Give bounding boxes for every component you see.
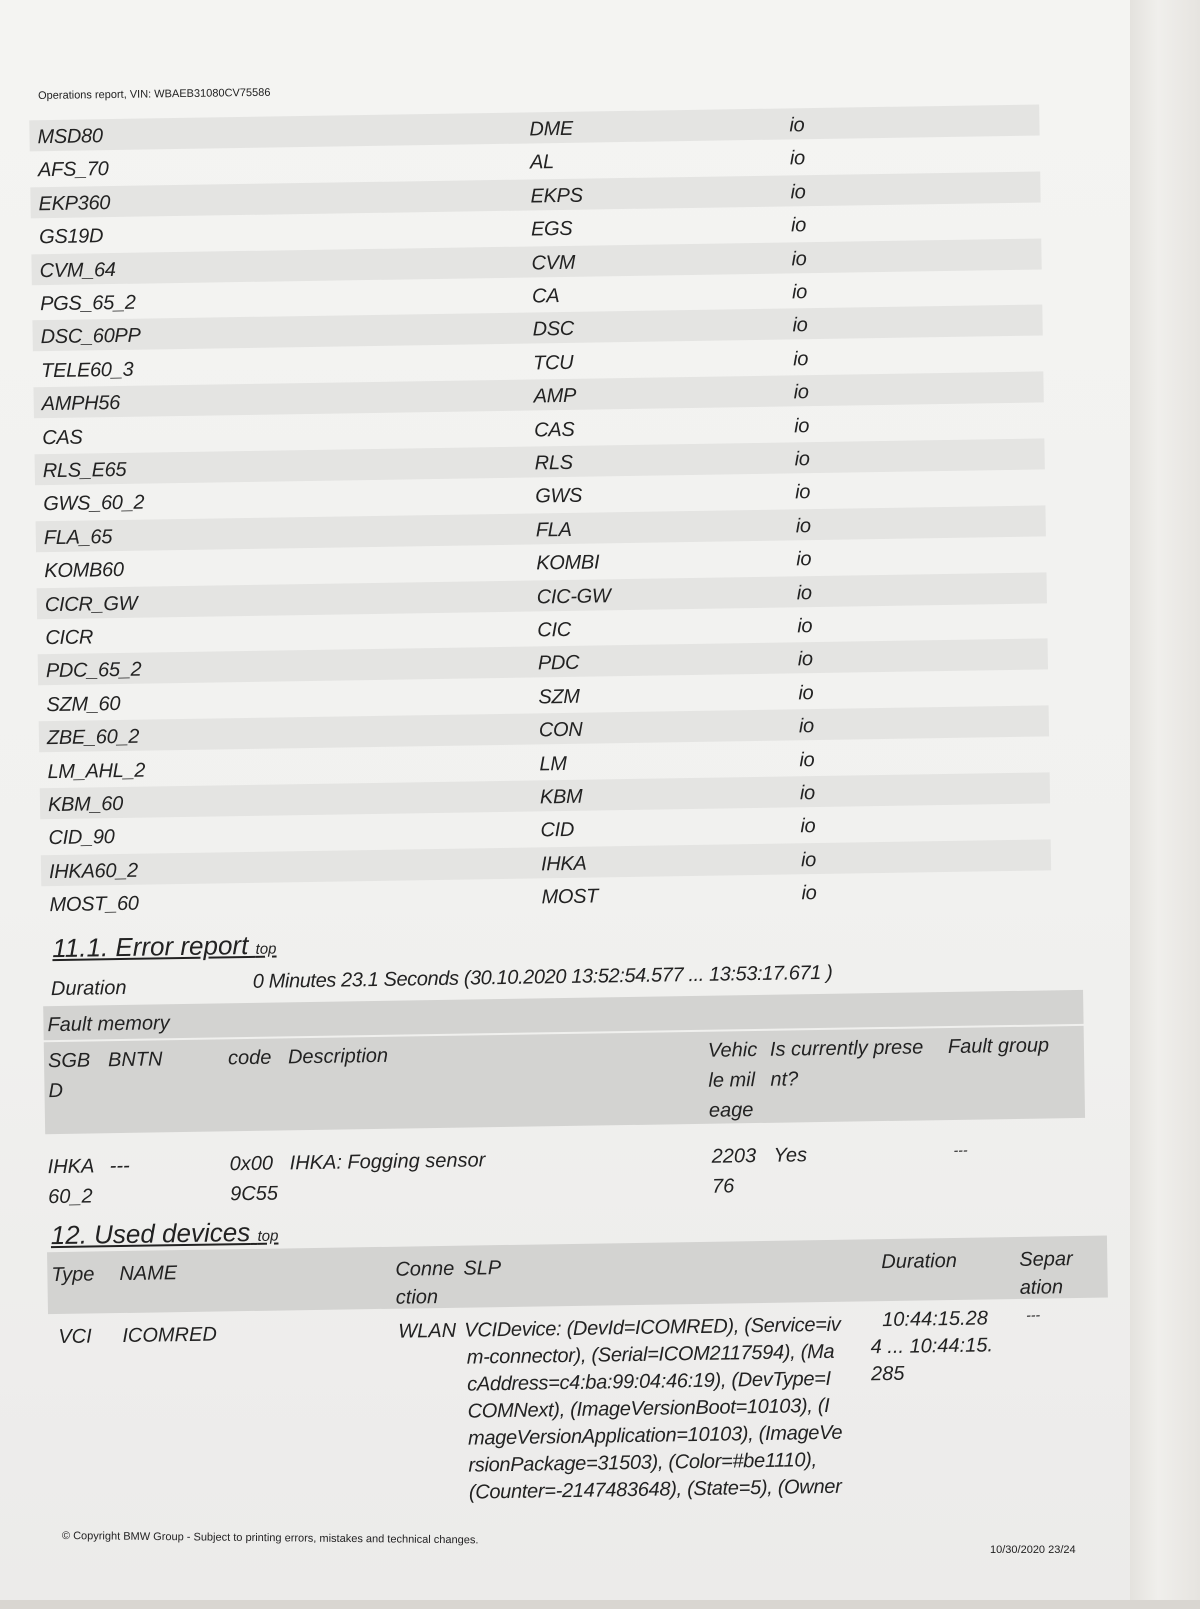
- module-group: AL: [529, 151, 555, 174]
- col-sgbd: SGB: [47, 1049, 91, 1073]
- module-name: SZM_60: [46, 692, 121, 716]
- module-group: TCU: [532, 351, 574, 375]
- module-name: EKP360: [38, 191, 111, 215]
- paper-edge: [1130, 0, 1200, 1600]
- device-separation: ---: [1026, 1306, 1041, 1323]
- duration-line: 4 ... 10:44:15.: [870, 1334, 994, 1359]
- fault-header-bar: [44, 1026, 1085, 1134]
- module-status: io: [790, 214, 807, 237]
- fault-memory-label: Fault memory: [47, 1012, 170, 1037]
- module-name: MSD80: [37, 125, 103, 149]
- slp-line: COMNext), (ImageVersionBoot=10103), (I: [467, 1394, 830, 1423]
- module-group: LM: [539, 752, 567, 775]
- module-name: KOMB60: [44, 559, 124, 583]
- top-link-2[interactable]: top: [257, 1227, 279, 1245]
- module-group: DSC: [532, 318, 575, 341]
- col-vehicle-mileage-3: eage: [708, 1099, 754, 1122]
- module-status: io: [799, 782, 816, 805]
- col-sgbd-2: D: [48, 1079, 64, 1103]
- module-group: CA: [531, 285, 560, 308]
- module-status: io: [789, 114, 805, 137]
- fault-mileage-2: 76: [711, 1175, 735, 1198]
- col-name: NAME: [119, 1262, 178, 1286]
- slp-line: VCIDevice: (DevId=ICOMRED), (Service=iv: [464, 1313, 841, 1342]
- module-name: TELE60_3: [41, 358, 134, 382]
- duration-value: 0 Minutes 23.1 Seconds (30.10.2020 13:52:54.577 ... 13:53:17.671 ): [252, 961, 833, 993]
- duration-label: Duration: [50, 976, 127, 1001]
- module-group: CID: [540, 819, 575, 842]
- col-present: Is currently prese: [769, 1036, 924, 1061]
- slp-line: rsionPackage=31503), (Color=#be1110),: [468, 1449, 817, 1477]
- col-code: code: [227, 1046, 272, 1070]
- module-status: io: [795, 481, 811, 504]
- col-type: Type: [51, 1263, 95, 1287]
- module-group: CON: [538, 718, 583, 742]
- module-group: KBM: [539, 785, 583, 809]
- module-group: PDC: [537, 652, 580, 675]
- fault-bntn: ---: [109, 1154, 130, 1178]
- fault-mileage: 2203: [711, 1145, 757, 1168]
- module-status: io: [800, 848, 817, 872]
- fault-description: IHKA: Fogging sensor: [289, 1149, 486, 1175]
- slp-line: m-connector), (Serial=ICOM2117594), (Ma: [466, 1340, 835, 1369]
- fault-group: ---: [953, 1141, 968, 1158]
- module-name: CICR: [45, 626, 94, 650]
- module-group: GWS: [535, 485, 583, 508]
- module-status: io: [796, 581, 812, 604]
- module-status: io: [798, 715, 815, 738]
- col-fault-group: Fault group: [947, 1034, 1050, 1059]
- module-name: KBM_60: [47, 792, 124, 817]
- module-status: io: [800, 815, 816, 838]
- slp-line: mageVersionApplication=10103), (ImageVe: [467, 1421, 843, 1450]
- module-status: io: [792, 347, 809, 371]
- module-group: IHKA: [540, 852, 587, 876]
- module-group: CIC: [537, 618, 572, 642]
- module-status: io: [797, 615, 813, 638]
- module-status: io: [792, 314, 808, 337]
- top-link[interactable]: top: [255, 940, 277, 958]
- device-connection: WLAN: [398, 1319, 457, 1343]
- module-name: FLA_65: [43, 525, 113, 549]
- col-bntn: BNTN: [107, 1048, 163, 1072]
- module-status: io: [791, 247, 807, 270]
- module-group: CVM: [531, 251, 576, 275]
- module-name: AFS_70: [37, 158, 109, 182]
- module-name: CVM_64: [39, 258, 116, 282]
- module-status: io: [798, 681, 814, 705]
- device-type: VCI: [58, 1325, 92, 1349]
- module-name: PDC_65_2: [45, 659, 142, 683]
- col-connection-2: ction: [395, 1286, 439, 1309]
- col-separation-2: ation: [1019, 1276, 1064, 1299]
- module-status: io: [791, 281, 808, 304]
- module-name: CID_90: [48, 826, 115, 850]
- col-duration: Duration: [881, 1249, 958, 1274]
- module-group: KOMBI: [536, 551, 600, 575]
- module-status: io: [795, 514, 811, 538]
- module-group: EGS: [530, 218, 573, 241]
- col-separation: Separ: [1019, 1248, 1073, 1271]
- error-report-heading: 11.1. Error report top: [52, 929, 277, 964]
- module-name: CAS: [42, 426, 83, 449]
- module-status: io: [797, 648, 813, 671]
- module-status: io: [790, 180, 806, 204]
- duration-line: 285: [870, 1362, 905, 1386]
- fault-sgbd-2: 60_2: [48, 1185, 93, 1209]
- module-name: MOST_60: [49, 892, 139, 917]
- module-name: AMPH56: [41, 392, 121, 416]
- module-status: io: [794, 448, 810, 471]
- fault-code-2: 9C55: [229, 1182, 279, 1206]
- module-group: MOST: [541, 885, 599, 909]
- module-group: RLS: [534, 451, 573, 475]
- module-status: io: [799, 748, 815, 771]
- module-name: PGS_65_2: [39, 291, 136, 316]
- module-status: io: [796, 548, 812, 571]
- duration-line: 10:44:15.28: [882, 1307, 989, 1332]
- module-name: LM_AHL_2: [47, 759, 146, 783]
- module-status: io: [793, 414, 810, 437]
- module-group: DME: [529, 117, 574, 141]
- module-group: SZM: [538, 685, 580, 709]
- col-description: Description: [287, 1044, 389, 1069]
- col-slp: SLP: [463, 1257, 502, 1280]
- module-group: CAS: [534, 418, 575, 442]
- col-vehicle-mileage: Vehic: [707, 1039, 758, 1062]
- used-devices-heading: 12. Used devices top: [50, 1216, 279, 1251]
- footer-page-info: 10/30/2020 23/24: [990, 1544, 1076, 1556]
- module-name: DSC_60PP: [40, 325, 141, 349]
- module-status: io: [789, 147, 806, 170]
- col-connection: Conne: [395, 1257, 455, 1281]
- module-name: ZBE_60_2: [46, 725, 140, 750]
- fault-code: 0x00: [229, 1152, 274, 1176]
- col-vehicle-mileage-2: le mil: [708, 1069, 756, 1092]
- module-name: IHKA60_2: [48, 859, 139, 883]
- module-name: GS19D: [38, 225, 104, 249]
- module-status: io: [801, 882, 817, 905]
- module-group: CIC-GW: [536, 584, 611, 609]
- module-name: CICR_GW: [44, 592, 138, 616]
- slp-line: cAddress=c4:ba:99:04:46:19), (DevType=I: [466, 1367, 832, 1396]
- module-group: EKPS: [530, 184, 583, 208]
- module-name: RLS_E65: [42, 458, 127, 483]
- footer-copyright: © Copyright BMW Group - Subject to printing errors, mistakes and technical changes.: [61, 1530, 479, 1547]
- slp-line: (Counter=-2147483648), (State=5), (Owner: [468, 1475, 842, 1504]
- device-name: ICOMRED: [122, 1323, 217, 1348]
- module-group: AMP: [533, 384, 577, 408]
- module-name: GWS_60_2: [43, 491, 145, 516]
- fault-present: Yes: [773, 1144, 808, 1167]
- module-status: io: [793, 381, 809, 404]
- fault-sgbd: IHKA: [47, 1155, 95, 1179]
- module-group: FLA: [535, 518, 572, 542]
- report-header: Operations report, VIN: WBAEB31080CV75586: [38, 86, 271, 102]
- col-present-2: nt?: [770, 1068, 799, 1091]
